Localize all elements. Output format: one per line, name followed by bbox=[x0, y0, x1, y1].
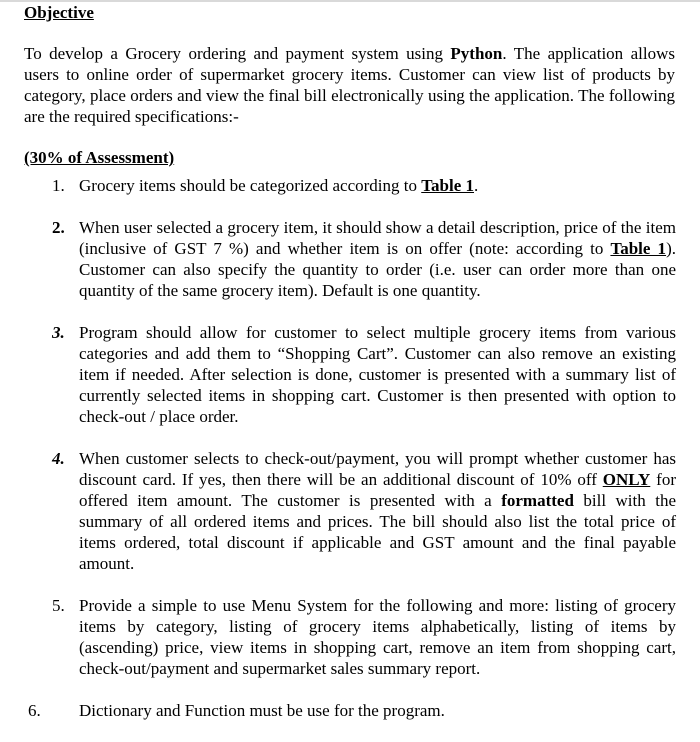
item-text: Program should allow for customer to select multiple grocery items from various categories and add them to “Shopping Cart”. Customer can also remove an existing item if needed. After selection is done, customer is presented with a summary list of currently selected items in shopping cart. Customer is then presented with option to check-out / place order. bbox=[79, 323, 676, 426]
item-number: 6. bbox=[28, 701, 41, 720]
item-text: When customer selects to check-out/payment, you will prompt whether customer has discount card. If yes, then there will be an additional discount of 10% off bbox=[79, 449, 676, 489]
intro-text-2: . The application allows users to online order of supermarket grocery items. Customer can view list of products by category, place orders and view the final bill electronically using the application. The following are the required specifications:- bbox=[24, 44, 675, 126]
item-number: 1. bbox=[52, 176, 65, 195]
list-item bbox=[24, 217, 676, 301]
assessment-heading: (30% of Assessment) bbox=[24, 148, 175, 167]
formatted-emphasis: formatted bbox=[501, 491, 574, 510]
table-reference: Table 1 bbox=[421, 176, 474, 195]
intro-paragraph bbox=[24, 43, 675, 127]
objective-heading: Objective bbox=[24, 3, 94, 22]
document-page bbox=[24, 2, 676, 742]
item-text: Dictionary and Function must be use for the program. bbox=[79, 701, 445, 720]
item-number: 2. bbox=[52, 218, 65, 237]
list-item bbox=[24, 595, 676, 679]
only-emphasis: ONLY bbox=[602, 470, 651, 489]
table-reference: Table 1 bbox=[610, 239, 667, 258]
list-item bbox=[24, 448, 676, 574]
item-number: 5. bbox=[52, 596, 65, 615]
list-item bbox=[24, 175, 676, 196]
requirements-list bbox=[24, 175, 676, 721]
item-text: Provide a simple to use Menu System for the following and more: listing of grocery items by category, listing of grocery items alphabetically, listing of items by (ascending) price, view items in shopping cart, remove an item from shopping cart, check-out/payment and supermarket sales summary report. bbox=[79, 596, 676, 678]
item-text: ). Customer can also specify the quantity to order (i.e. user can order more than one quantity of the same grocery item). Default is one quantity. bbox=[79, 239, 676, 300]
item-text: for offered item amount. The customer is presented with a bbox=[79, 470, 676, 510]
item-text: Grocery items should be categorized according to bbox=[79, 176, 422, 195]
item-text: When user selected a grocery item, it should show a detail description, price of the item (inclusive of GST 7 %) and whether item is on offer (note: according to bbox=[79, 218, 676, 258]
list-item bbox=[24, 700, 676, 721]
intro-text-1: To develop a Grocery ordering and payment system using bbox=[24, 44, 451, 63]
item-text: . bbox=[474, 176, 479, 195]
item-number: 3. bbox=[52, 323, 65, 342]
intro-python: Python bbox=[450, 44, 503, 63]
list-item bbox=[24, 322, 676, 427]
item-text: bill with the summary of all ordered items and prices. The bill should also list the total price of items ordered, total discount if applicable and GST amount and the final payable amount. bbox=[79, 491, 676, 573]
item-number: 4. bbox=[52, 449, 65, 468]
